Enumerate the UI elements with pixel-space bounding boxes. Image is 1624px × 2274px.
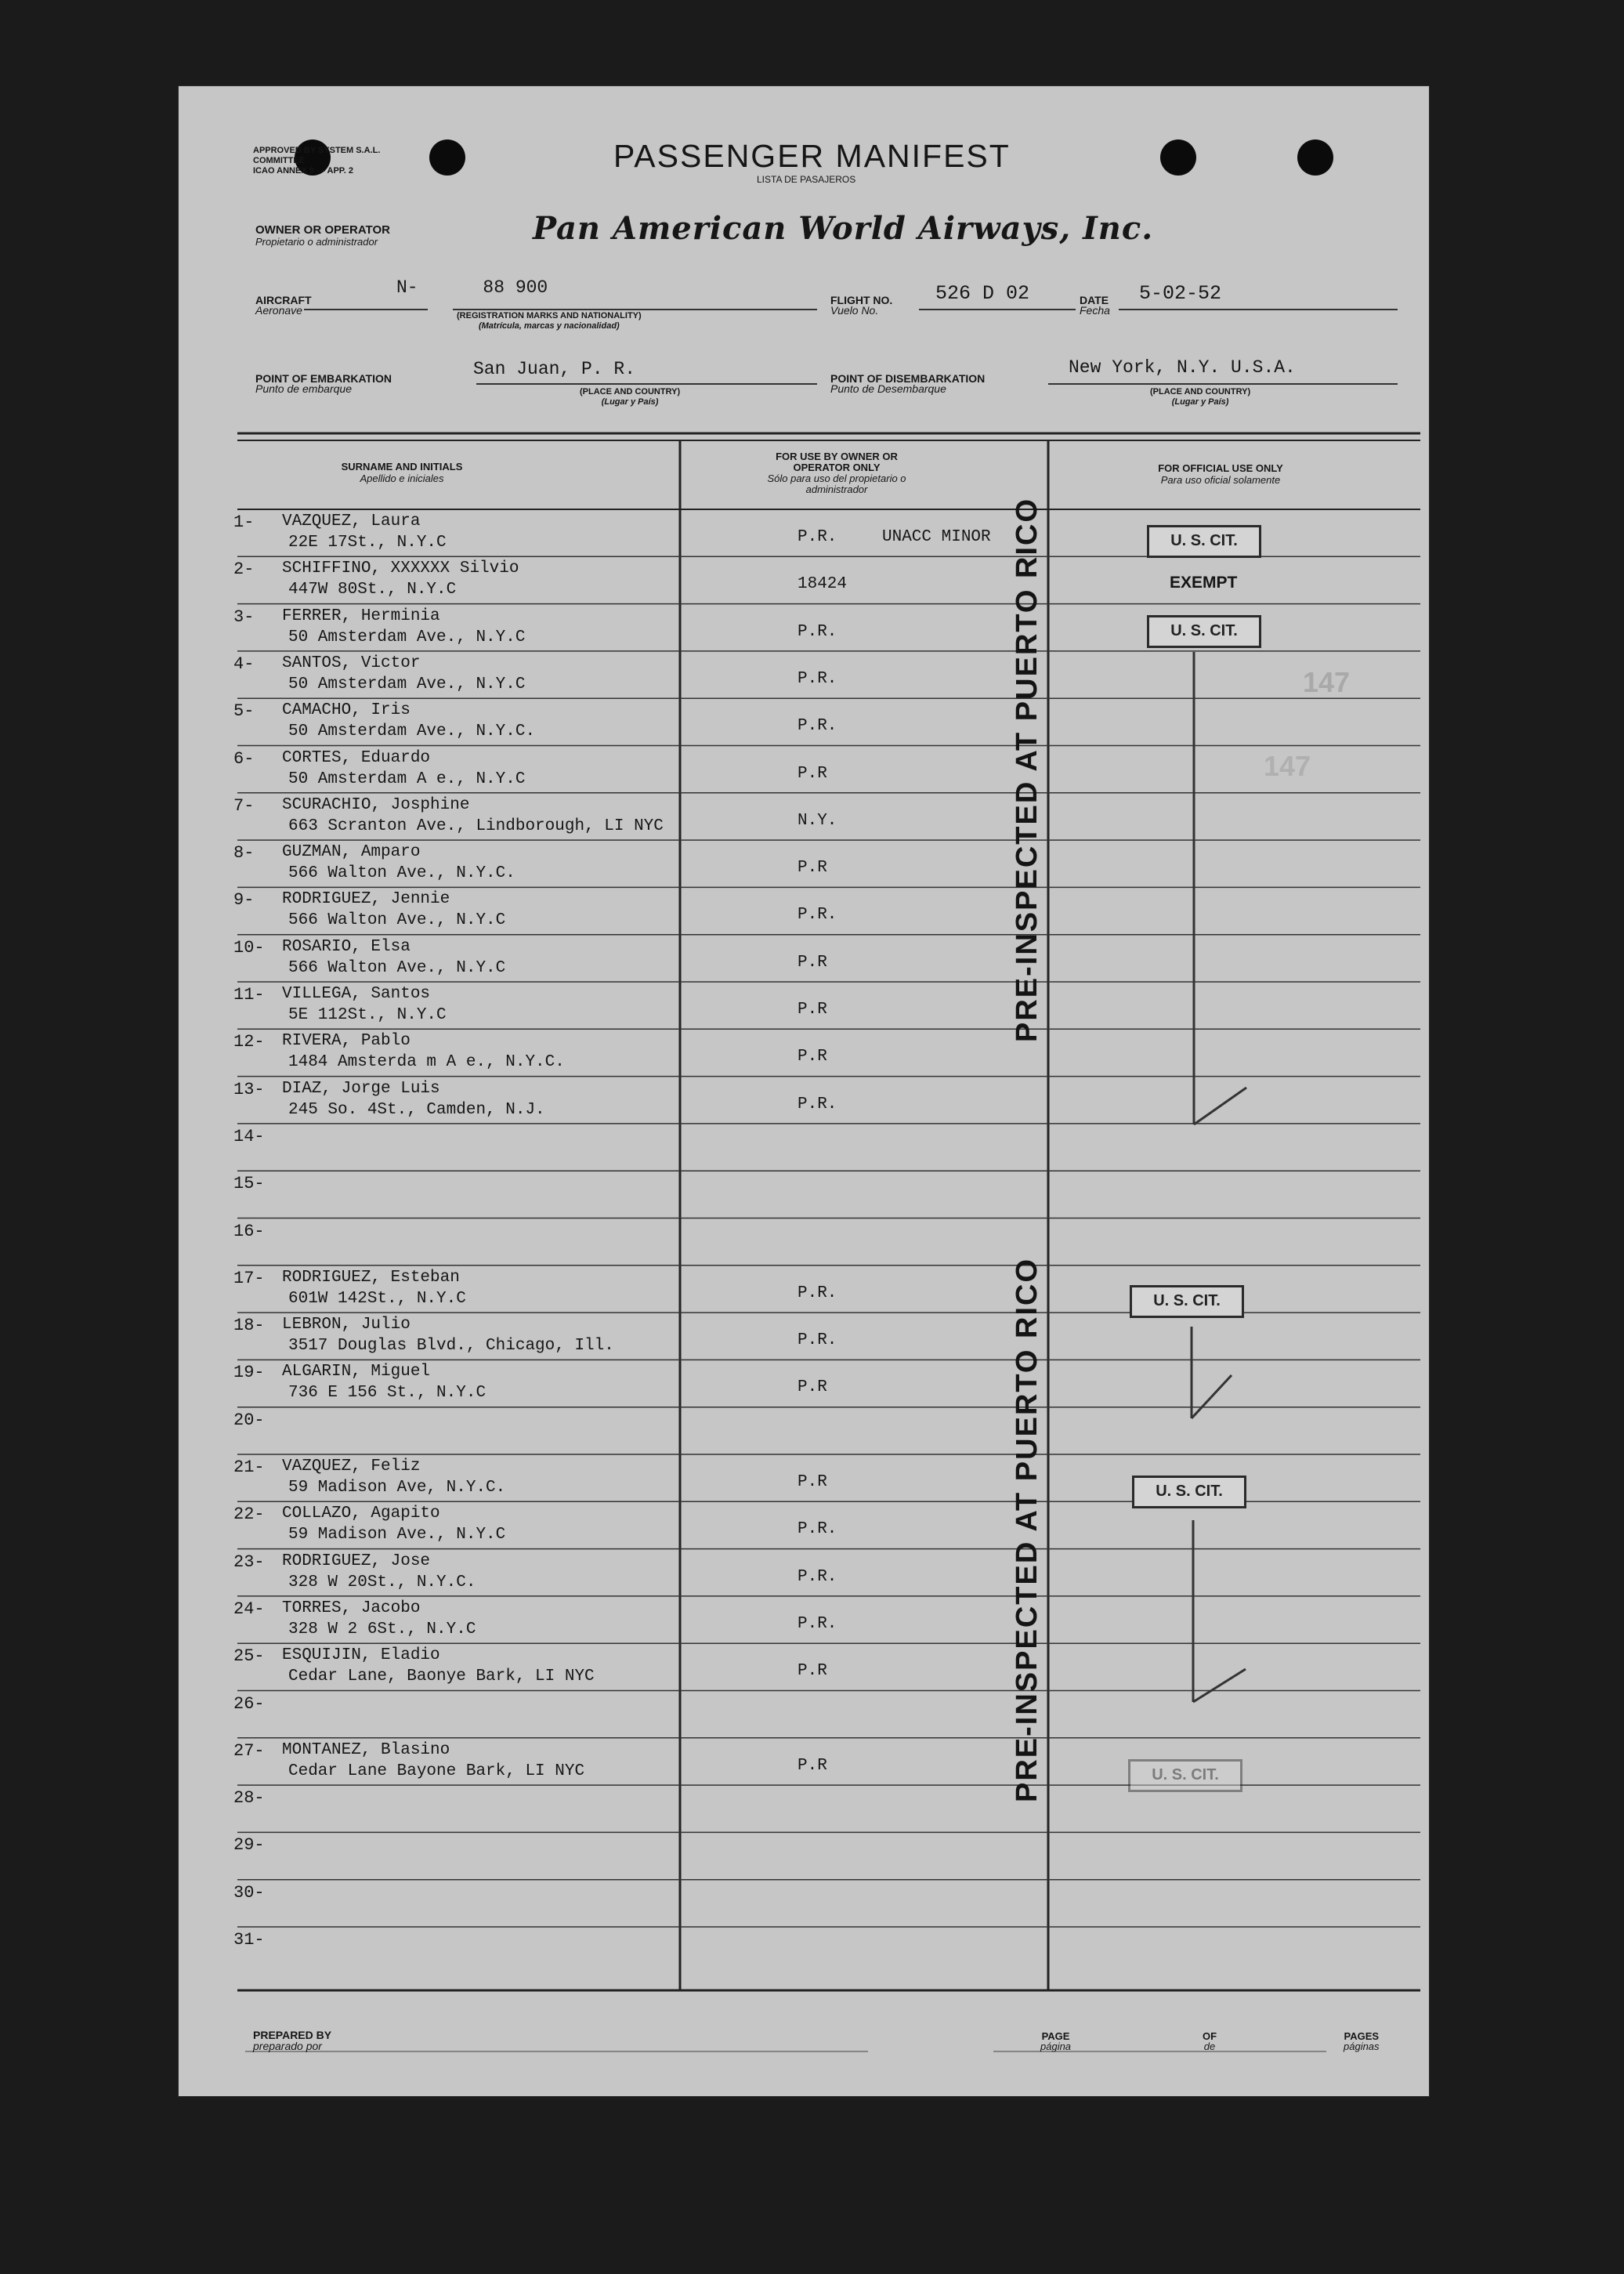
column-header-official: FOR OFFICIAL USE ONLY Para uso oficial solamente xyxy=(1158,462,1283,486)
passenger-name: GUZMAN, Amparo xyxy=(282,843,421,862)
owner-use-entry: P.R xyxy=(798,859,827,878)
owner-use-entry: P.R xyxy=(798,1378,827,1397)
row-number: 29- xyxy=(233,1835,265,1856)
row-number: 10- xyxy=(233,937,265,958)
passenger-address: Cedar Lane Bayone Bark, LI NYC xyxy=(288,1762,585,1780)
row-number: 1- xyxy=(233,512,255,532)
form-subtitle: LISTA DE PASAJEROS xyxy=(757,174,856,185)
passenger-address: 663 Scranton Ave., Lindborough, LI NYC xyxy=(288,817,664,835)
owner-use-entry: P.R. xyxy=(798,528,837,546)
embark-place-note: (PLACE AND COUNTRY) (Lugar y País) xyxy=(580,387,681,407)
row-number: 19- xyxy=(233,1363,265,1383)
row-number: 28- xyxy=(233,1788,265,1809)
aircraft-value: N- 88 900 xyxy=(396,277,548,298)
passenger-address: 566 Walton Ave., N.Y.C. xyxy=(288,864,515,883)
row-number: 15- xyxy=(233,1174,265,1194)
row-number: 3- xyxy=(233,607,255,627)
passenger-name: RODRIGUEZ, Jose xyxy=(282,1552,431,1570)
us-citizen-stamp: U. S. CIT. xyxy=(1128,1759,1242,1792)
embark-label: POINT OF EMBARKATION Punto de embarque xyxy=(255,372,392,395)
owner-use-entry: P.R. xyxy=(798,1331,837,1350)
disembark-value: New York, N.Y. U.S.A. xyxy=(1069,357,1296,378)
pages-label: PAGES páginas xyxy=(1344,2030,1380,2052)
owner-use-entry: P.R. xyxy=(798,1567,837,1586)
owner-use-entry: 18424 xyxy=(798,575,848,594)
row-number: 21- xyxy=(233,1457,265,1477)
of-label: OF de xyxy=(1203,2030,1217,2052)
row-number: 4- xyxy=(233,654,255,674)
owner-use-entry: P.R xyxy=(798,953,827,972)
page-label: PAGE página xyxy=(1040,2030,1072,2052)
row-note: UNACC MINOR xyxy=(882,528,991,546)
row-number: 23- xyxy=(233,1552,265,1572)
passenger-address: 5E 112St., N.Y.C xyxy=(288,1006,447,1024)
owner-use-entry: P.R xyxy=(798,764,827,783)
passenger-name: RODRIGUEZ, Jennie xyxy=(282,890,450,909)
owner-use-entry: P.R. xyxy=(798,669,837,688)
row-number: 26- xyxy=(233,1693,265,1714)
disembark-label: POINT OF DISEMBARKATION Punto de Desembarque xyxy=(830,372,986,395)
faint-number: 147 xyxy=(1303,666,1351,698)
passenger-name: ALGARIN, Miguel xyxy=(282,1363,431,1381)
flight-value: 526 D 02 xyxy=(935,282,1030,305)
us-citizen-stamp: U. S. CIT. xyxy=(1132,1476,1246,1508)
manifest-page xyxy=(179,86,1429,2096)
passenger-address: Cedar Lane, Baonye Bark, LI NYC xyxy=(288,1667,595,1686)
passenger-address: 50 Amsterdam A e., N.Y.C xyxy=(288,769,526,788)
passenger-address: 50 Amsterdam Ave., N.Y.C xyxy=(288,675,526,693)
approval-note: APPROVED BY SYSTEM S.A.L. COMMITTEE ICAO ANNEX 9 — APP. 2 xyxy=(253,146,381,176)
passenger-name: CAMACHO, Iris xyxy=(282,701,411,720)
row-number: 20- xyxy=(233,1410,265,1430)
passenger-address: 566 Walton Ave., N.Y.C xyxy=(288,958,506,977)
passenger-address: 328 W 20St., N.Y.C. xyxy=(288,1573,476,1591)
row-number: 2- xyxy=(233,559,255,580)
row-number: 16- xyxy=(233,1221,265,1241)
pre-inspected-stamp: PRE-INSPECTED AT PUERTO RICO xyxy=(1011,497,1043,1042)
passenger-name: MONTANEZ, Blasino xyxy=(282,1740,450,1759)
date-label: DATE Fecha xyxy=(1080,294,1110,317)
passenger-name: ROSARIO, Elsa xyxy=(282,937,411,956)
row-number: 8- xyxy=(233,843,255,864)
owner-use-entry: P.R xyxy=(798,1473,827,1491)
passenger-name: CORTES, Eduardo xyxy=(282,748,431,767)
row-number: 9- xyxy=(233,890,255,911)
column-header-surname: SURNAME AND INITIALS Apellido e iniciales xyxy=(341,461,463,484)
passenger-name: RIVERA, Pablo xyxy=(282,1032,411,1051)
row-number: 14- xyxy=(233,1126,265,1146)
row-number: 22- xyxy=(233,1505,265,1525)
owner-use-entry: P.R. xyxy=(798,1520,837,1539)
passenger-name: FERRER, Herminia xyxy=(282,607,440,625)
owner-use-entry: P.R xyxy=(798,1048,827,1066)
passenger-name: COLLAZO, Agapito xyxy=(282,1505,440,1523)
passenger-name: DIAZ, Jorge Luis xyxy=(282,1079,440,1098)
owner-use-entry: P.R xyxy=(798,1001,827,1019)
exempt-stamp: EXEMPT xyxy=(1170,574,1238,592)
row-number: 5- xyxy=(233,701,255,722)
passenger-address: 245 So. 4St., Camden, N.J. xyxy=(288,1100,545,1119)
manifest-form xyxy=(179,86,1429,2096)
row-number: 17- xyxy=(233,1268,265,1288)
flight-label: FLIGHT NO. Vuelo No. xyxy=(830,294,893,317)
disembark-place-note: (PLACE AND COUNTRY) (Lugar y País) xyxy=(1150,387,1251,407)
passenger-name: SCHIFFINO, XXXXXX Silvio xyxy=(282,559,519,578)
owner-use-entry: P.R. xyxy=(798,906,837,925)
row-number: 30- xyxy=(233,1882,265,1903)
row-number: 27- xyxy=(233,1740,265,1761)
passenger-name: TORRES, Jacobo xyxy=(282,1599,421,1617)
row-number: 12- xyxy=(233,1032,265,1052)
passenger-address: 50 Amsterdam Ave., N.Y.C xyxy=(288,628,526,646)
row-number: 6- xyxy=(233,748,255,769)
row-number: 7- xyxy=(233,795,255,816)
row-number: 13- xyxy=(233,1079,265,1099)
us-citizen-stamp: U. S. CIT. xyxy=(1130,1285,1244,1318)
passenger-name: SCURACHIO, Josphine xyxy=(282,795,470,814)
passenger-address: 601W 142St., N.Y.C xyxy=(288,1289,466,1308)
faint-number: 147 xyxy=(1264,750,1311,782)
owner-label: OWNER OR OPERATOR Propietario o administrador xyxy=(255,223,390,248)
form-title: PASSENGER MANIFEST xyxy=(613,138,1011,174)
passenger-address: 22E 17St., N.Y.C xyxy=(288,534,447,552)
owner-use-entry: N.Y. xyxy=(798,811,837,830)
passenger-address: 3517 Douglas Blvd., Chicago, Ill. xyxy=(288,1337,614,1356)
owner-use-entry: P.R. xyxy=(798,622,837,641)
registration-note: (REGISTRATION MARKS AND NATIONALITY) (Matrícula, marcas y nacionalidad) xyxy=(457,311,642,331)
passenger-name: VAZQUEZ, Feliz xyxy=(282,1457,421,1476)
row-number: 25- xyxy=(233,1646,265,1667)
row-number: 11- xyxy=(233,985,265,1005)
passenger-address: 736 E 156 St., N.Y.C xyxy=(288,1384,486,1403)
owner-use-entry: P.R xyxy=(798,1662,827,1681)
us-citizen-stamp: U. S. CIT. xyxy=(1147,615,1261,648)
passenger-name: RODRIGUEZ, Esteban xyxy=(282,1268,460,1287)
passenger-address: 59 Madison Ave, N.Y.C. xyxy=(288,1479,506,1497)
passenger-name: LEBRON, Julio xyxy=(282,1316,411,1334)
passenger-name: VAZQUEZ, Laura xyxy=(282,512,421,530)
prepared-by-label: PREPARED BY preparado por xyxy=(253,2029,332,2052)
passenger-address: 50 Amsterdam Ave., N.Y.C. xyxy=(288,722,536,741)
passenger-address: 447W 80St., N.Y.C xyxy=(288,581,457,599)
row-number: 24- xyxy=(233,1599,265,1619)
row-number: 31- xyxy=(233,1930,265,1950)
owner-use-entry: P.R. xyxy=(798,1284,837,1302)
aircraft-label: AIRCRAFT Aeronave xyxy=(255,294,312,317)
passenger-address: 566 Walton Ave., N.Y.C xyxy=(288,911,506,930)
owner-use-entry: P.R. xyxy=(798,1095,837,1113)
operator-name: Pan American World Airways, Inc. xyxy=(533,210,1154,247)
row-number: 18- xyxy=(233,1316,265,1336)
us-citizen-stamp: U. S. CIT. xyxy=(1147,525,1261,558)
owner-use-entry: P.R. xyxy=(798,717,837,736)
passenger-address: 328 W 2 6St., N.Y.C xyxy=(288,1620,476,1639)
date-value: 5-02-52 xyxy=(1139,282,1222,305)
pre-inspected-stamp: PRE-INSPECTED AT PUERTO RICO xyxy=(1011,1257,1043,1802)
owner-use-entry: P.R. xyxy=(798,1614,837,1633)
column-header-owner: FOR USE BY OWNER OR OPERATOR ONLY Sólo para uso del propietario o administrador xyxy=(767,451,906,495)
passenger-address: 59 Madison Ave., N.Y.C xyxy=(288,1526,506,1544)
passenger-address: 1484 Amsterda m A e., N.Y.C. xyxy=(288,1053,565,1072)
embark-value: San Juan, P. R. xyxy=(473,359,636,379)
passenger-name: SANTOS, Victor xyxy=(282,654,421,672)
owner-use-entry: P.R xyxy=(798,1756,827,1775)
passenger-name: VILLEGA, Santos xyxy=(282,985,431,1003)
passenger-name: ESQUIJIN, Eladio xyxy=(282,1646,440,1665)
